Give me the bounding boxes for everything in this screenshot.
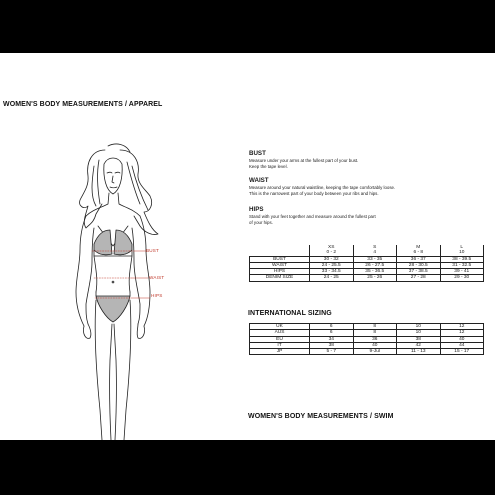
table-cell: 25 - 26 [353,275,397,281]
waist-text-line: Measure around your natural waistline, keeping the tape comfortably loose. [249,185,396,190]
table-cell: 8 [353,330,397,336]
row-label: EU [250,336,310,342]
table-cell: 33 - 34.5 [310,269,354,275]
table-cell: 30 - 32 [310,256,354,262]
hips-instructions [249,206,484,226]
figure-bust-label: BUST [146,248,160,253]
hips-heading: HIPS [249,206,264,213]
table-cell: 42 [397,342,441,348]
table-cell: 31 - 32.5 [440,262,484,268]
row-label: DENIM SIZE [250,275,310,281]
table-cell: 40 [353,342,397,348]
bust-instructions [249,150,484,170]
row-label: AUS [250,330,310,336]
figure-hips-label: HIPS [151,293,163,298]
table-cell: 37 - 38.5 [397,269,441,275]
size-chart-table [249,245,484,282]
hips-text-line: Stand with your feet together and measure around the fullest part [249,214,376,219]
row-label: JP [250,349,310,355]
row-label: BUST [250,256,310,262]
row-label: WAIST [250,262,310,268]
top-letterbox-bar [0,0,495,53]
table-cell: 44 [440,342,484,348]
numeric-size-cell: 10 [440,250,484,256]
table-cell: 10 [397,324,441,330]
table-cell: 33 - 35 [353,256,397,262]
body-measurement-illustration [0,128,245,440]
table-cell: 27 - 28 [397,275,441,281]
row-label: UK [250,324,310,330]
table-cell: 9-Jul [353,349,397,355]
table-cell: 34 [310,336,354,342]
international-sizing-table [249,323,484,355]
table-cell: 29 - 30 [440,275,484,281]
hips-text [249,214,484,226]
table-cell: 15 - 17 [440,349,484,355]
hips-text-line: of your hips. [249,219,273,225]
row-label: IT [250,342,310,348]
table-cell: 38 [310,342,354,348]
numeric-size-cell: 4 [353,250,397,256]
waist-text [249,185,484,197]
table-cell: 38 [397,336,441,342]
waist-heading: WAIST [249,177,269,184]
size-header-cell: S [353,245,397,250]
bottom-letterbox-bar [0,440,495,495]
table-cell: 8 [353,324,397,330]
table-row [250,349,484,355]
bust-text-line: Measure under your arms at the fullest part of your bust. [249,158,359,163]
bust-heading: BUST [249,150,266,157]
international-sizing-title: INTERNATIONAL SIZING [248,310,332,317]
table-cell: 39 - 41 [440,269,484,275]
table-cell: 6 [310,330,354,336]
waist-instructions [249,177,484,197]
table-cell: 36 - 37 [397,256,441,262]
table-cell: 12 [440,330,484,336]
table-cell: 28 - 30.5 [397,262,441,268]
size-header-cell: XS [310,245,354,250]
table-cell: 36 [353,336,397,342]
numeric-size-cell: 0 - 2 [310,250,354,256]
size-header-cell: M [397,245,441,250]
table-cell: 12 [440,324,484,330]
table-row [250,275,484,281]
table-cell: 40 [440,336,484,342]
row-label: HIPS [250,269,310,275]
size-header-cell: L [440,245,484,250]
table-cell: 24 - 25.5 [310,262,354,268]
table-cell: 35 - 36.5 [353,269,397,275]
bust-text [249,158,484,170]
table-cell: 11 - 13 [397,349,441,355]
table-cell: 24 - 25 [310,275,354,281]
table-cell: 38 - 39.5 [440,256,484,262]
swim-section-title: WOMEN'S BODY MEASUREMENTS / SWIM [248,413,394,420]
numeric-size-cell: 6 - 8 [397,250,441,256]
table-cell: 5 - 7 [310,349,354,355]
figure-waist-label: WAIST [149,275,165,280]
waist-text-line: This is the narrowest part of your body between your ribs and hips. [249,190,379,196]
table-cell: 26 - 27.5 [353,262,397,268]
apparel-section-title: WOMEN'S BODY MEASUREMENTS / APPAREL [3,101,163,108]
table-cell: 6 [310,324,354,330]
table-cell: 10 [397,330,441,336]
bust-text-line: Keep the tape level. [249,163,288,169]
